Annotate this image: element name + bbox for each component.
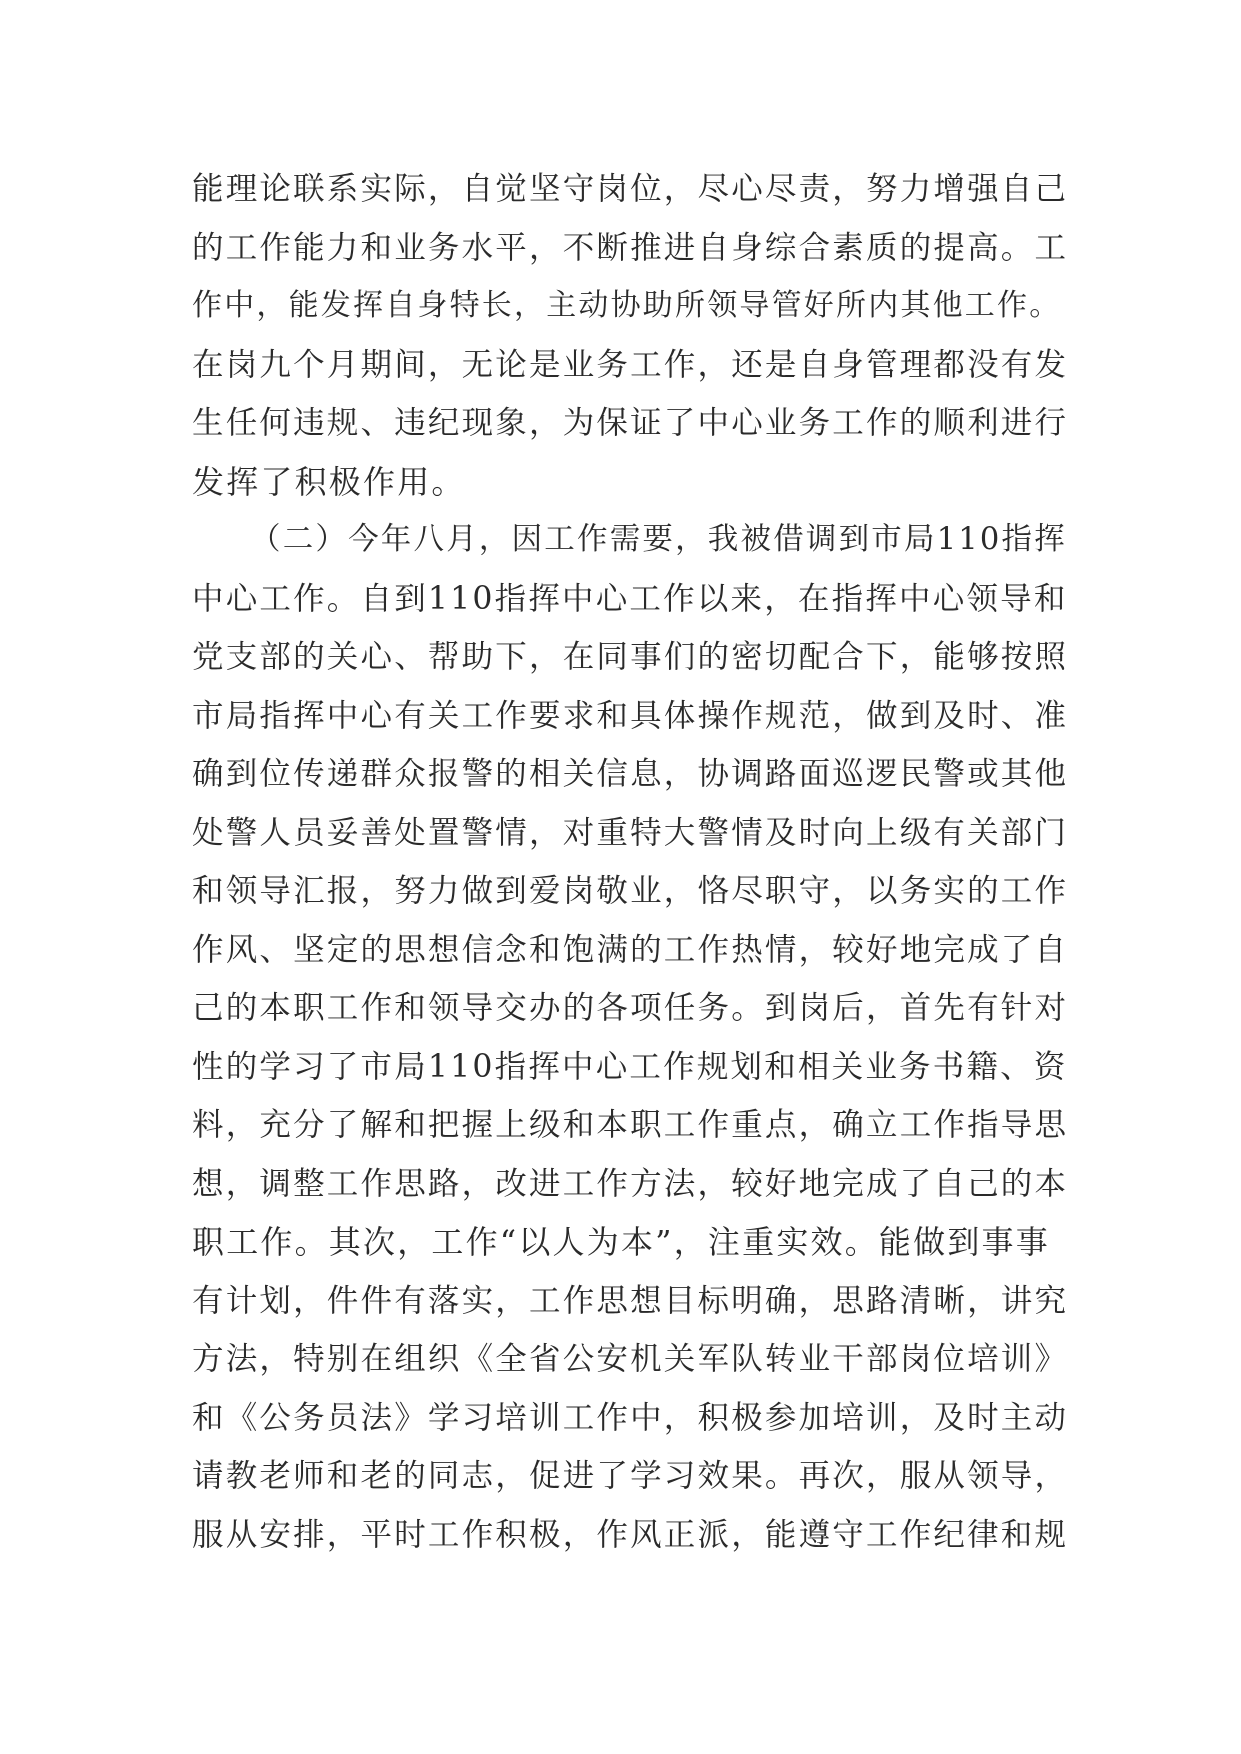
body-text (192, 160, 1072, 1564)
text-line: 职工作。其次，工作“以人为本”，注重实效。能做到事事 (192, 1223, 1050, 1261)
text-line: 市局指挥中心有关工作要求和具体操作规范，做到及时、准 (192, 697, 1069, 734)
text-line: 方法，特别在组织《全省公安机关军队转业干部岗位培训》 (192, 1341, 1069, 1377)
text-line: 想，调整工作思路，改进工作方法，较好地完成了自己的本 (192, 1165, 1069, 1202)
text-line: 党支部的关心、帮助下，在同事们的密切配合下，能够按照 (192, 639, 1069, 675)
text-line: 和《公务员法》学习培训工作中，积极参加培训，及时主动 (192, 1399, 1069, 1436)
text-line: 作中，能发挥自身特长，主动协助所领导管好所内其他工作。 (192, 288, 1062, 323)
paragraph-start-line: （二）今年八月，因工作需要，我被借调到市局110指挥 (250, 522, 1067, 557)
text-line: 作风、坚定的思想信念和饱满的工作热情，较好地完成了自 (192, 931, 1069, 968)
text-line: 处警人员妥善处置警情，对重特大警情及时向上级有关部门 (192, 814, 1069, 851)
text-line: 生任何违规、违纪现象，为保证了中心业务工作的顺利进行 (192, 405, 1069, 441)
text-line: 料，充分了解和把握上级和本职工作重点，确立工作指导思 (192, 1107, 1069, 1143)
text-line: 在岗九个月期间，无论是业务工作，还是自身管理都没有发 (192, 346, 1069, 383)
text-line: 性的学习了市局110指挥中心工作规划和相关业务书籍、资 (192, 1048, 1068, 1085)
text-line: 请教老师和老的同志，促进了学习效果。再次，服从领导， (192, 1458, 1069, 1494)
text-line: 服从安排，平时工作积极，作风正派，能遵守工作纪律和规 (192, 1516, 1069, 1553)
text-line: 有计划，件件有落实，工作思想目标明确，思路清晰，讲究 (192, 1282, 1069, 1319)
text-line: 发挥了积极作用。 (192, 462, 466, 501)
text-line: 己的本职工作和领导交办的各项任务。到岗后，首先有针对 (192, 990, 1069, 1026)
text-line: 和领导汇报，努力做到爱岗敬业，恪尽职守，以务实的工作 (192, 873, 1069, 909)
text-line: 确到位传递群众报警的相关信息，协调路面巡逻民警或其他 (192, 756, 1069, 792)
text-line: 中心工作。自到110指挥中心工作以来，在指挥中心领导和 (192, 580, 1068, 617)
text-line: 的工作能力和业务水平，不断推进自身综合素质的提高。工 (192, 229, 1069, 266)
text-line: 能理论联系实际，自觉坚守岗位，尽心尽责，努力增强自己 (192, 171, 1069, 207)
